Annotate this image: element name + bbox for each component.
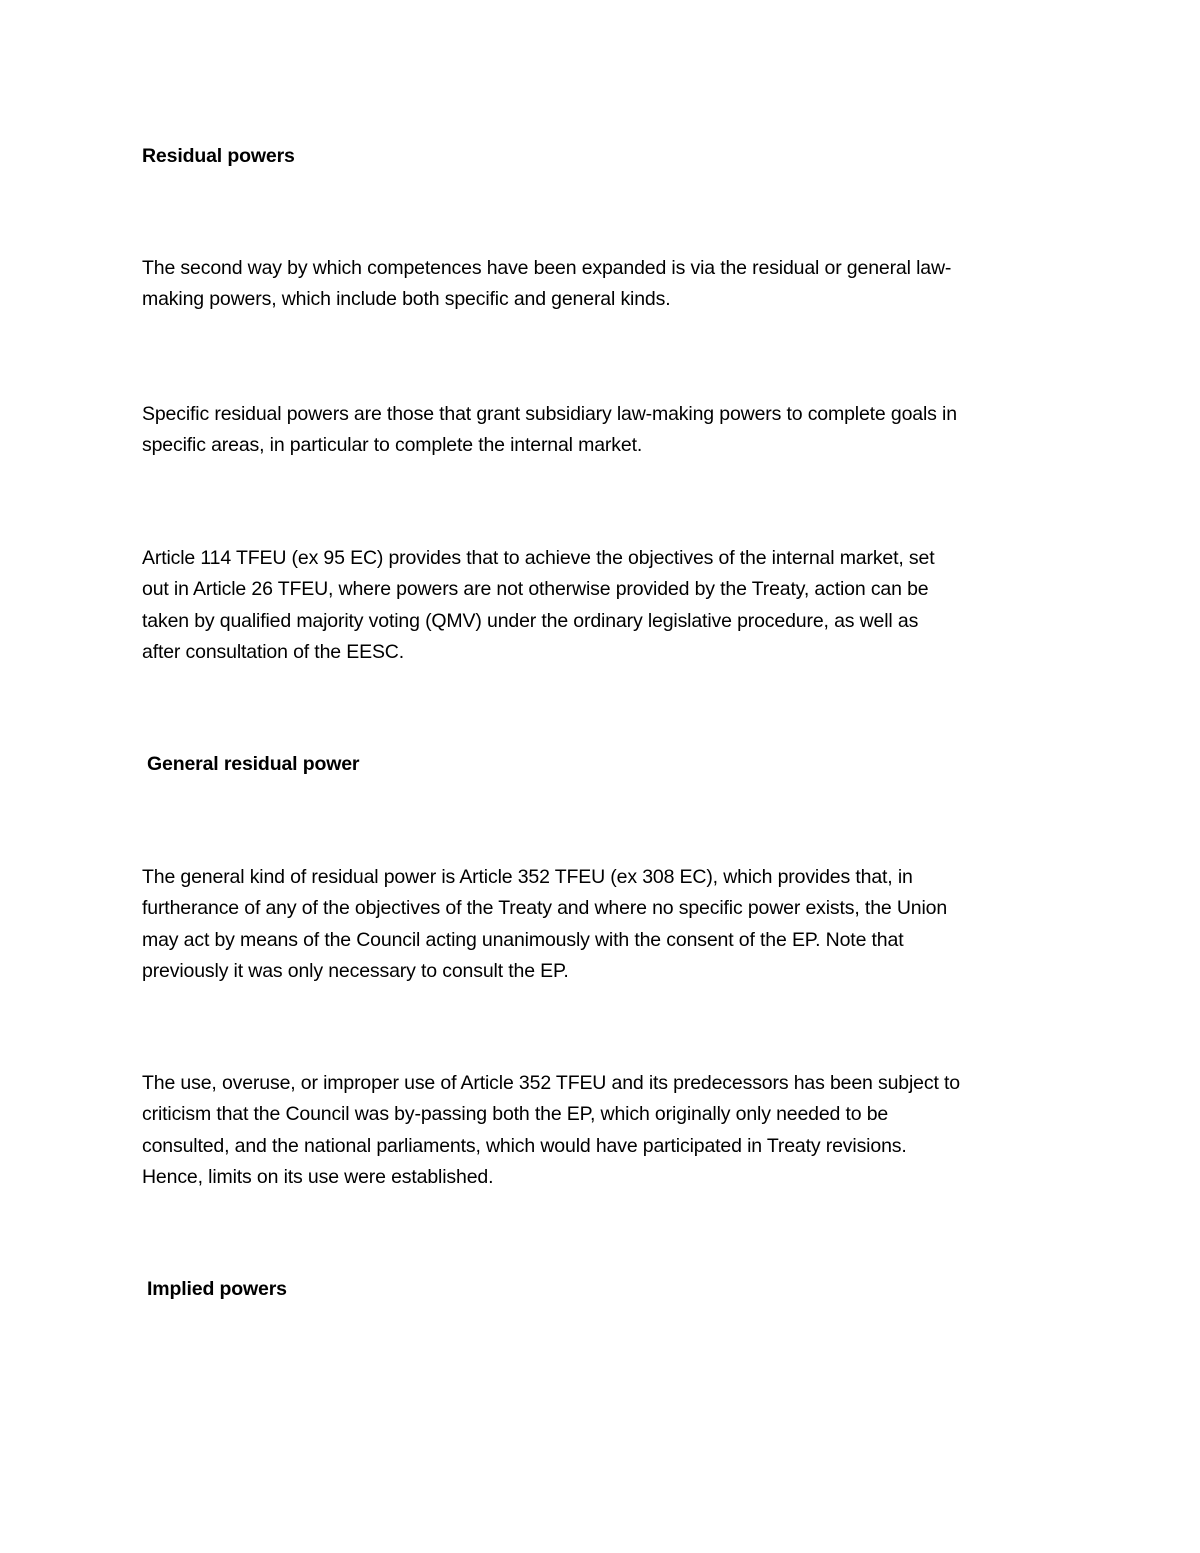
paragraph-line: Hence, limits on its use were established. [142,1166,494,1189]
paragraph-article-114 [142,543,1072,669]
paragraph-line: out in Article 26 TFEU, where powers are not otherwise provided by the Treaty, action can be [142,578,929,601]
paragraph-line: Specific residual powers are those that grant subsidiary law-making powers to complete goals in [142,403,957,425]
heading-residual-powers [142,141,1072,172]
paragraph-article-352 [142,862,1072,988]
heading-text: Residual powers [142,145,295,167]
paragraph-line: The general kind of residual power is Article 352 TFEU (ex 308 EC), which provides that, in [142,866,913,888]
paragraph-line: previously it was only necessary to consult the EP. [142,960,569,983]
paragraph-overuse-criticism [142,1068,1072,1194]
paragraph-line: Article 114 TFEU (ex 95 EC) provides that to achieve the objectives of the internal market, set [142,547,935,569]
heading-text: Implied powers [147,1278,287,1300]
paragraph-line: The second way by which competences have been expanded is via the residual or general law- [142,257,952,279]
paragraph-specific-residual [142,399,1072,462]
paragraph-line: after consultation of the EESC. [142,641,404,664]
paragraph-line: making powers, which include both specific and general kinds. [142,288,671,311]
heading-text: General residual power [147,753,360,775]
paragraph-line: may act by means of the Council acting unanimously with the consent of the EP. Note that [142,928,904,951]
paragraph-line: specific areas, in particular to complete the internal market. [142,434,643,457]
paragraph-line: criticism that the Council was by-passing both the EP, which originally only needed to be [142,1103,889,1126]
paragraph-line: consulted, and the national parliaments, which would have participated in Treaty revisions. [142,1134,907,1157]
heading-implied-powers [147,1274,1077,1305]
paragraph-line: The use, overuse, or improper use of Article 352 TFEU and its predecessors has been subject to [142,1072,960,1094]
paragraph-line: furtherance of any of the objectives of the Treaty and where no specific power exists, the Union [142,897,948,920]
paragraph-second-way [142,253,1072,316]
heading-general-residual-power [147,749,1077,780]
paragraph-line: taken by qualified majority voting (QMV) under the ordinary legislative procedure, as well as [142,609,919,632]
